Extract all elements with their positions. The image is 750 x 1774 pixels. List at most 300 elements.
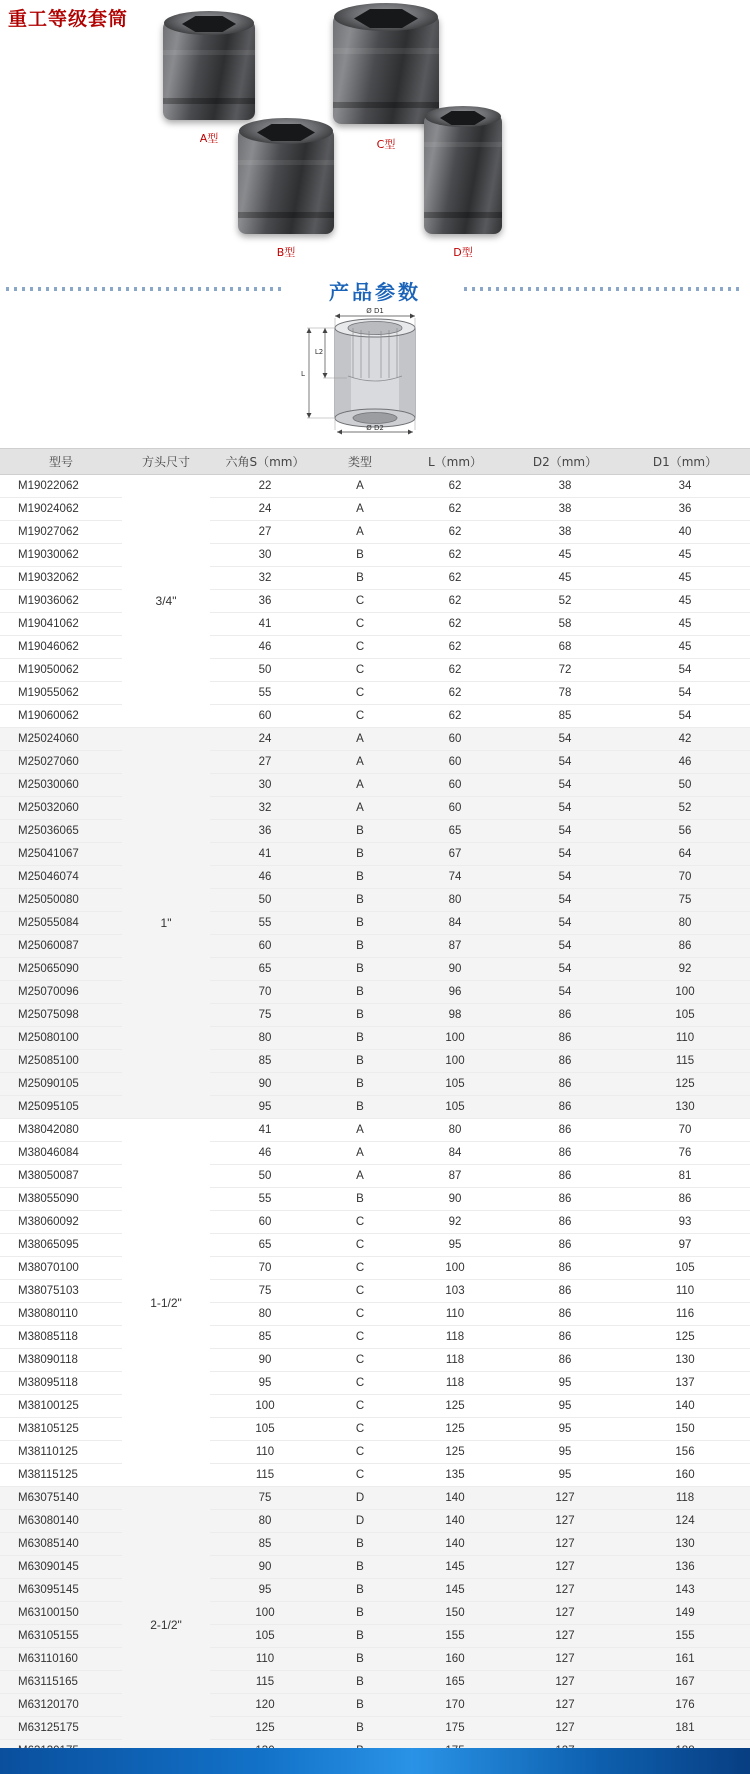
table-header [0, 449, 750, 475]
cell-d2: 54 [510, 728, 620, 751]
cell-d1: 124 [620, 1510, 750, 1533]
cell-hex-s: 55 [210, 1188, 320, 1211]
table-row [0, 1165, 750, 1188]
cell-d2: 54 [510, 797, 620, 820]
socket-shadow-b [238, 212, 334, 218]
cell-d1: 110 [620, 1027, 750, 1050]
cell-type: C [320, 1280, 400, 1303]
cell-model: M63110160 [0, 1648, 122, 1671]
cell-drive-size: 2-1/2" [122, 1487, 210, 1763]
cell-model: M25075098 [0, 1004, 122, 1027]
cell-d1: 34 [620, 475, 750, 498]
cell-d2: 127 [510, 1579, 620, 1602]
cell-length: 60 [400, 774, 510, 797]
cell-length: 175 [400, 1717, 510, 1740]
cell-d2: 127 [510, 1648, 620, 1671]
cell-type: B [320, 1004, 400, 1027]
cell-type: B [320, 935, 400, 958]
cell-hex-s: 85 [210, 1533, 320, 1556]
cell-length: 62 [400, 498, 510, 521]
cell-model: M63075140 [0, 1487, 122, 1510]
cell-type: C [320, 1234, 400, 1257]
table-row [0, 590, 750, 613]
cell-d1: 100 [620, 981, 750, 1004]
cell-d2: 86 [510, 1326, 620, 1349]
cell-model: M63080140 [0, 1510, 122, 1533]
product-photo-group [0, 0, 750, 268]
cell-d2: 45 [510, 567, 620, 590]
table-row [0, 682, 750, 705]
cell-length: 62 [400, 705, 510, 728]
table-row [0, 659, 750, 682]
cell-drive-size: 3/4" [122, 475, 210, 728]
cell-d2: 86 [510, 1027, 620, 1050]
cell-d1: 92 [620, 958, 750, 981]
cell-d1: 130 [620, 1349, 750, 1372]
cell-model: M25095105 [0, 1096, 122, 1119]
cell-d1: 156 [620, 1441, 750, 1464]
cell-length: 62 [400, 544, 510, 567]
cell-hex-s: 46 [210, 636, 320, 659]
cell-hex-s: 32 [210, 567, 320, 590]
cell-d2: 78 [510, 682, 620, 705]
cell-hex-s: 65 [210, 1234, 320, 1257]
cell-d2: 54 [510, 889, 620, 912]
socket-highlight-a [163, 50, 255, 55]
table-row [0, 1418, 750, 1441]
cell-type: C [320, 613, 400, 636]
cell-d2: 45 [510, 544, 620, 567]
cell-type: B [320, 889, 400, 912]
table-row [0, 889, 750, 912]
cell-d1: 137 [620, 1372, 750, 1395]
cell-type: C [320, 1418, 400, 1441]
table-row [0, 820, 750, 843]
table-row [0, 958, 750, 981]
table-row [0, 1303, 750, 1326]
table-header-row [0, 449, 750, 475]
table-row [0, 1349, 750, 1372]
table-row [0, 797, 750, 820]
cell-model: M25050080 [0, 889, 122, 912]
socket-shadow-d [424, 212, 502, 218]
table-row [0, 1441, 750, 1464]
cell-d1: 105 [620, 1257, 750, 1280]
cell-hex-s: 115 [210, 1464, 320, 1487]
cell-length: 62 [400, 613, 510, 636]
cell-type: A [320, 751, 400, 774]
table-row [0, 1602, 750, 1625]
cell-model: M19046062 [0, 636, 122, 659]
cell-model: M38055090 [0, 1188, 122, 1211]
cell-d1: 36 [620, 498, 750, 521]
cell-hex-s: 110 [210, 1441, 320, 1464]
cell-hex-s: 36 [210, 590, 320, 613]
cell-hex-s: 85 [210, 1326, 320, 1349]
cell-d1: 56 [620, 820, 750, 843]
socket-label-b: B型 [276, 246, 296, 259]
cell-type: C [320, 1211, 400, 1234]
cell-model: M63100150 [0, 1602, 122, 1625]
table-row [0, 981, 750, 1004]
cell-hex-s: 27 [210, 751, 320, 774]
cell-type: B [320, 567, 400, 590]
socket-highlight-c [333, 48, 439, 54]
socket-label-d: D型 [453, 246, 473, 259]
cell-model: M19036062 [0, 590, 122, 613]
cell-model: M38100125 [0, 1395, 122, 1418]
technical-diagram [0, 308, 750, 448]
cell-hex-s: 50 [210, 659, 320, 682]
cell-d1: 155 [620, 1625, 750, 1648]
cell-type: A [320, 1119, 400, 1142]
cell-d2: 54 [510, 843, 620, 866]
cell-model: M25055084 [0, 912, 122, 935]
cell-type: A [320, 728, 400, 751]
cell-hex-s: 46 [210, 1142, 320, 1165]
cell-hex-s: 90 [210, 1349, 320, 1372]
cell-length: 62 [400, 659, 510, 682]
cell-length: 150 [400, 1602, 510, 1625]
cell-hex-s: 30 [210, 774, 320, 797]
cell-drive-size: 1-1/2" [122, 1119, 210, 1487]
cell-model: M63085140 [0, 1533, 122, 1556]
cell-hex-s: 50 [210, 1165, 320, 1188]
cell-hex-s: 95 [210, 1096, 320, 1119]
table-row [0, 1119, 750, 1142]
cell-length: 65 [400, 820, 510, 843]
cell-type: C [320, 1349, 400, 1372]
cell-type: D [320, 1510, 400, 1533]
cell-length: 67 [400, 843, 510, 866]
th-type: 类型 [320, 449, 400, 475]
cell-d2: 54 [510, 866, 620, 889]
cell-d2: 95 [510, 1372, 620, 1395]
cell-model: M63120170 [0, 1694, 122, 1717]
table-row [0, 1142, 750, 1165]
cell-hex-s: 36 [210, 820, 320, 843]
cell-d2: 54 [510, 774, 620, 797]
cell-d2: 68 [510, 636, 620, 659]
cell-model: M19024062 [0, 498, 122, 521]
cell-drive-size: 1" [122, 728, 210, 1119]
cell-hex-s: 95 [210, 1372, 320, 1395]
cell-type: A [320, 1142, 400, 1165]
cell-d2: 54 [510, 958, 620, 981]
cell-type: B [320, 1717, 400, 1740]
cell-model: M19060062 [0, 705, 122, 728]
cell-d2: 86 [510, 1280, 620, 1303]
cell-length: 80 [400, 1119, 510, 1142]
table-row [0, 1211, 750, 1234]
cell-length: 125 [400, 1395, 510, 1418]
cell-hex-s: 80 [210, 1303, 320, 1326]
cell-d1: 70 [620, 1119, 750, 1142]
cell-model: M25065090 [0, 958, 122, 981]
cell-type: A [320, 797, 400, 820]
cell-d1: 76 [620, 1142, 750, 1165]
cell-d1: 143 [620, 1579, 750, 1602]
socket-photo-d [424, 114, 502, 259]
cell-type: A [320, 475, 400, 498]
svg-text:L2: L2 [314, 348, 324, 356]
cell-hex-s: 80 [210, 1510, 320, 1533]
cell-hex-s: 27 [210, 521, 320, 544]
cell-hex-s: 41 [210, 843, 320, 866]
cell-d2: 86 [510, 1050, 620, 1073]
cell-length: 165 [400, 1671, 510, 1694]
cell-d2: 127 [510, 1487, 620, 1510]
cell-hex-s: 105 [210, 1625, 320, 1648]
cell-d1: 140 [620, 1395, 750, 1418]
cell-d1: 176 [620, 1694, 750, 1717]
cell-type: B [320, 1096, 400, 1119]
cell-model: M19030062 [0, 544, 122, 567]
cell-model: M38046084 [0, 1142, 122, 1165]
cell-length: 92 [400, 1211, 510, 1234]
cell-d1: 116 [620, 1303, 750, 1326]
cell-length: 140 [400, 1533, 510, 1556]
cell-model: M25041067 [0, 843, 122, 866]
table-row [0, 1625, 750, 1648]
cell-hex-s: 75 [210, 1280, 320, 1303]
cell-hex-s: 75 [210, 1487, 320, 1510]
cell-hex-s: 85 [210, 1050, 320, 1073]
svg-text:Ø D2: Ø D2 [366, 424, 384, 432]
cell-hex-s: 41 [210, 613, 320, 636]
cell-d1: 80 [620, 912, 750, 935]
table-row [0, 705, 750, 728]
cell-d1: 45 [620, 567, 750, 590]
table-row [0, 567, 750, 590]
cell-model: M38115125 [0, 1464, 122, 1487]
cell-hex-s: 95 [210, 1579, 320, 1602]
cell-d2: 86 [510, 1303, 620, 1326]
socket-label-c: C型 [376, 138, 396, 151]
cell-length: 84 [400, 1142, 510, 1165]
cell-type: B [320, 1625, 400, 1648]
cell-length: 60 [400, 797, 510, 820]
cell-length: 118 [400, 1349, 510, 1372]
cell-model: M25030060 [0, 774, 122, 797]
cell-type: C [320, 1441, 400, 1464]
cell-length: 62 [400, 567, 510, 590]
cell-d2: 127 [510, 1694, 620, 1717]
cell-hex-s: 24 [210, 498, 320, 521]
cell-hex-s: 70 [210, 1257, 320, 1280]
cell-length: 155 [400, 1625, 510, 1648]
cell-length: 145 [400, 1556, 510, 1579]
cell-type: B [320, 912, 400, 935]
cell-hex-s: 90 [210, 1556, 320, 1579]
cell-type: C [320, 705, 400, 728]
cell-hex-s: 55 [210, 912, 320, 935]
cell-model: M19027062 [0, 521, 122, 544]
cell-type: B [320, 1671, 400, 1694]
table-row [0, 498, 750, 521]
table-row [0, 1050, 750, 1073]
cell-d2: 127 [510, 1671, 620, 1694]
cell-model: M25085100 [0, 1050, 122, 1073]
table-row [0, 1579, 750, 1602]
cell-type: B [320, 958, 400, 981]
cell-hex-s: 24 [210, 728, 320, 751]
cell-model: M25032060 [0, 797, 122, 820]
cell-length: 87 [400, 935, 510, 958]
cell-model: M38090118 [0, 1349, 122, 1372]
cell-d2: 127 [510, 1717, 620, 1740]
cell-d1: 167 [620, 1671, 750, 1694]
cell-d2: 86 [510, 1004, 620, 1027]
cell-hex-s: 32 [210, 797, 320, 820]
cell-length: 118 [400, 1326, 510, 1349]
cell-type: B [320, 866, 400, 889]
cell-model: M38042080 [0, 1119, 122, 1142]
cell-d1: 46 [620, 751, 750, 774]
table-row [0, 1395, 750, 1418]
cell-length: 95 [400, 1234, 510, 1257]
table-row [0, 1556, 750, 1579]
cell-type: C [320, 590, 400, 613]
table-row [0, 935, 750, 958]
table-body [0, 475, 750, 1763]
th-length: L（mm） [400, 449, 510, 475]
cell-type: B [320, 1556, 400, 1579]
cell-hex-s: 50 [210, 889, 320, 912]
cell-d1: 136 [620, 1556, 750, 1579]
table-row [0, 912, 750, 935]
cell-d2: 127 [510, 1625, 620, 1648]
cell-d1: 97 [620, 1234, 750, 1257]
cell-model: M25060087 [0, 935, 122, 958]
cell-model: M38110125 [0, 1441, 122, 1464]
cell-d1: 115 [620, 1050, 750, 1073]
cell-type: B [320, 1579, 400, 1602]
table-row [0, 1073, 750, 1096]
cell-length: 62 [400, 521, 510, 544]
cell-model: M25070096 [0, 981, 122, 1004]
cell-type: B [320, 1648, 400, 1671]
cell-model: M63105155 [0, 1625, 122, 1648]
cell-length: 60 [400, 728, 510, 751]
table-row [0, 475, 750, 498]
cell-d1: 50 [620, 774, 750, 797]
cell-type: B [320, 981, 400, 1004]
cell-d2: 72 [510, 659, 620, 682]
th-d1: D1（mm） [620, 449, 750, 475]
cell-type: B [320, 544, 400, 567]
cell-model: M63115165 [0, 1671, 122, 1694]
cell-d2: 127 [510, 1533, 620, 1556]
table-row [0, 1372, 750, 1395]
cell-hex-s: 100 [210, 1602, 320, 1625]
table-row [0, 1326, 750, 1349]
cell-length: 103 [400, 1280, 510, 1303]
cell-model: M25080100 [0, 1027, 122, 1050]
cell-d2: 86 [510, 1119, 620, 1142]
cell-d2: 95 [510, 1464, 620, 1487]
cell-d2: 86 [510, 1096, 620, 1119]
table-row [0, 866, 750, 889]
cell-length: 140 [400, 1487, 510, 1510]
cell-model: M19041062 [0, 613, 122, 636]
cell-length: 96 [400, 981, 510, 1004]
cell-hex-s: 125 [210, 1717, 320, 1740]
cell-d1: 110 [620, 1280, 750, 1303]
cell-length: 90 [400, 1188, 510, 1211]
table-row [0, 636, 750, 659]
table-row [0, 544, 750, 567]
cell-length: 80 [400, 889, 510, 912]
table-row [0, 1280, 750, 1303]
socket-body-c [333, 14, 439, 124]
cell-d2: 54 [510, 820, 620, 843]
cell-model: M25090105 [0, 1073, 122, 1096]
table-row [0, 1096, 750, 1119]
cell-length: 145 [400, 1579, 510, 1602]
th-d2: D2（mm） [510, 449, 620, 475]
cell-type: C [320, 1464, 400, 1487]
cell-d1: 54 [620, 705, 750, 728]
socket-photo-b [238, 128, 334, 259]
cell-type: B [320, 1073, 400, 1096]
section-title: 产品参数 [329, 280, 421, 304]
cell-hex-s: 60 [210, 1211, 320, 1234]
cell-model: M19022062 [0, 475, 122, 498]
cell-d2: 86 [510, 1234, 620, 1257]
socket-body-a [163, 20, 255, 120]
table-row [0, 1533, 750, 1556]
cell-type: A [320, 774, 400, 797]
socket-body-b [238, 128, 334, 234]
cell-length: 62 [400, 475, 510, 498]
table-row [0, 1671, 750, 1694]
cell-d2: 38 [510, 521, 620, 544]
socket-label-a: A型 [199, 132, 219, 145]
socket-photo-a [163, 20, 255, 145]
cell-model: M25024060 [0, 728, 122, 751]
th-model: 型号 [0, 449, 122, 475]
cell-hex-s: 46 [210, 866, 320, 889]
cell-d1: 125 [620, 1073, 750, 1096]
cell-hex-s: 115 [210, 1671, 320, 1694]
cell-hex-s: 60 [210, 935, 320, 958]
cell-type: B [320, 820, 400, 843]
cell-hex-s: 120 [210, 1694, 320, 1717]
cell-length: 100 [400, 1257, 510, 1280]
cell-d1: 130 [620, 1533, 750, 1556]
cell-length: 87 [400, 1165, 510, 1188]
cell-model: M63090145 [0, 1556, 122, 1579]
cell-type: C [320, 682, 400, 705]
cell-model: M38085118 [0, 1326, 122, 1349]
cell-type: B [320, 1533, 400, 1556]
cell-type: B [320, 1050, 400, 1073]
cell-model: M38095118 [0, 1372, 122, 1395]
footer-bar [0, 1748, 750, 1774]
cell-d2: 85 [510, 705, 620, 728]
cell-type: A [320, 1165, 400, 1188]
table-row [0, 1487, 750, 1510]
socket-dimension-drawing [275, 308, 475, 438]
cell-d2: 52 [510, 590, 620, 613]
cell-d2: 86 [510, 1073, 620, 1096]
table-row [0, 1464, 750, 1487]
cell-d1: 52 [620, 797, 750, 820]
cell-hex-s: 65 [210, 958, 320, 981]
cell-hex-s: 75 [210, 1004, 320, 1027]
cell-d2: 95 [510, 1441, 620, 1464]
